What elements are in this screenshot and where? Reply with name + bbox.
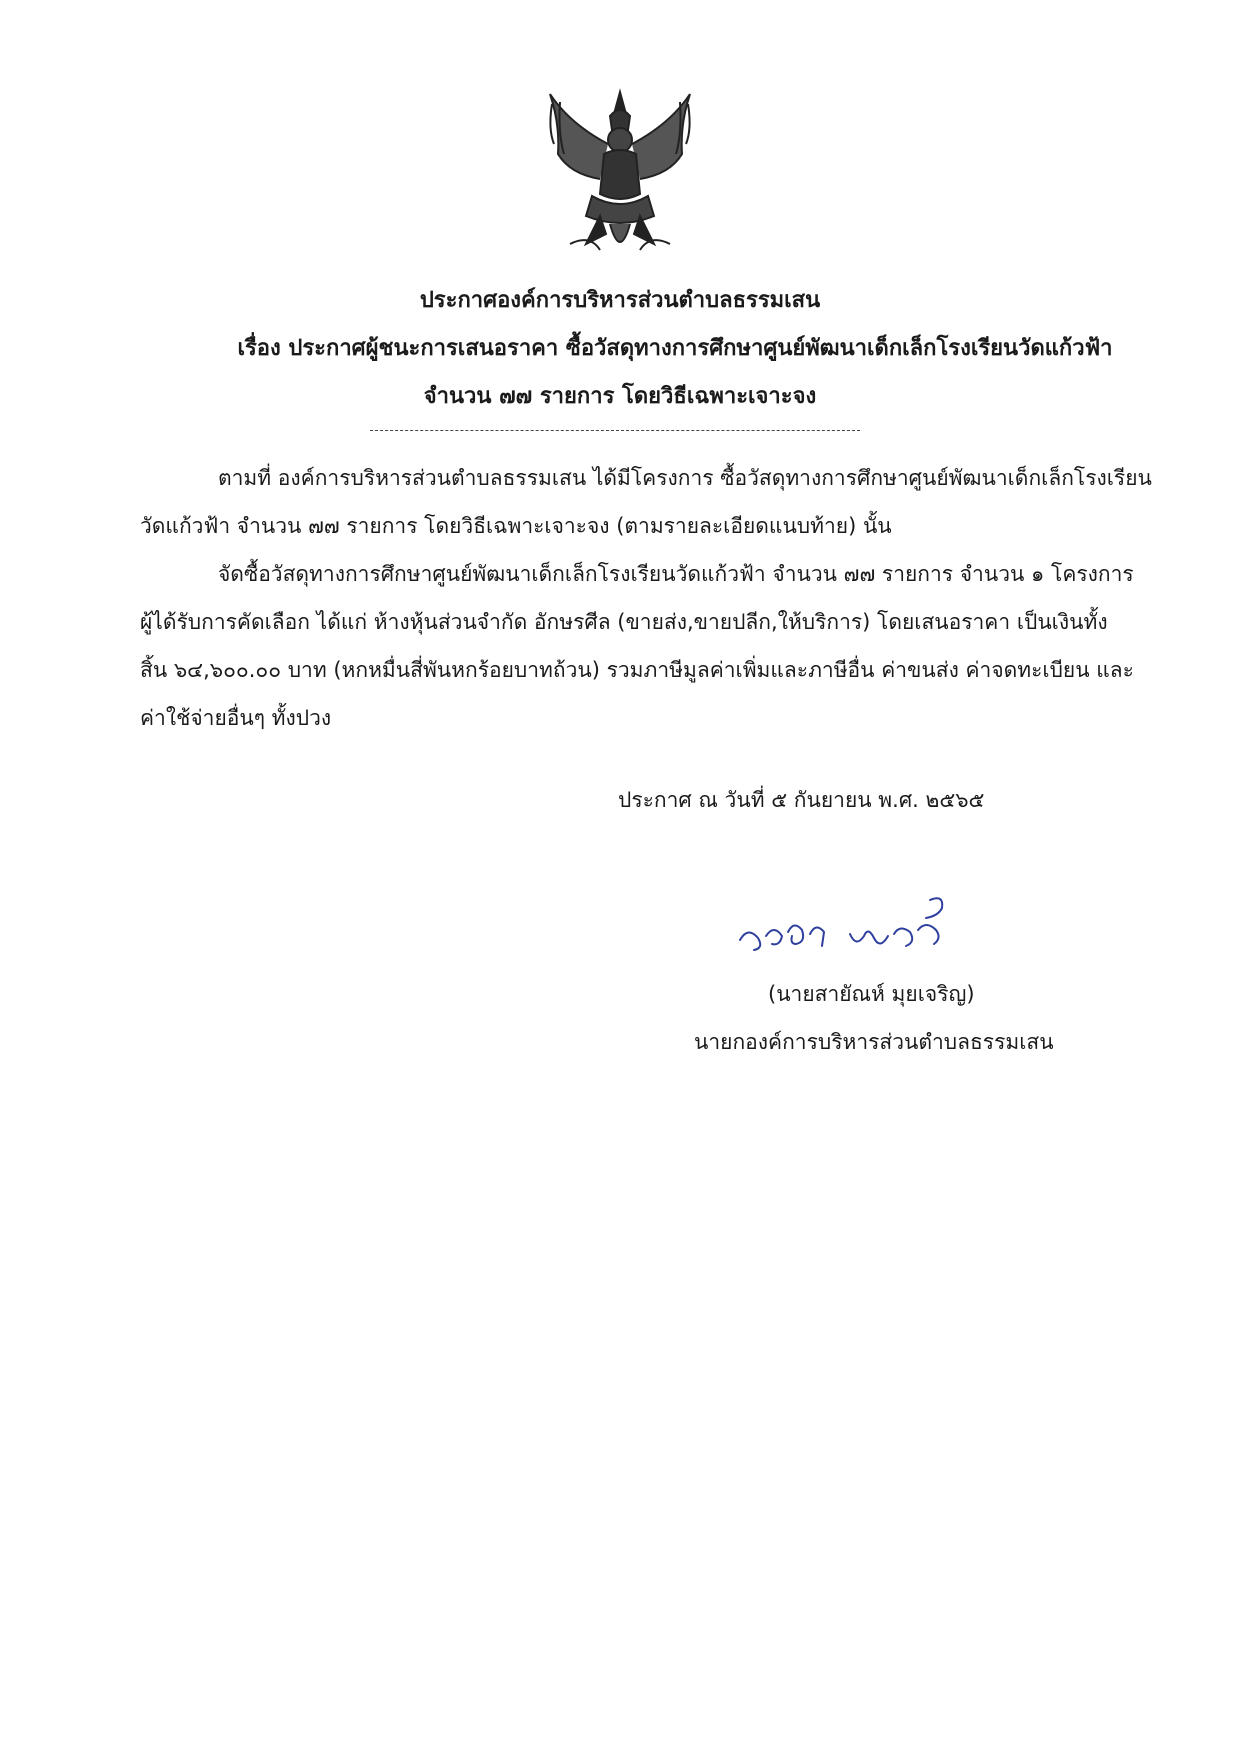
body-paragraph2-line3: สิ้น ๖๔,๖๐๐.๐๐ บาท (หกหมื่นสี่พันหกร้อยบาทถ้วน) รวมภาษีมูลค่าเพิ่มและภาษีอื่น ค่าขนส่ง ค่าจดทะเบียน และ bbox=[140, 658, 1134, 682]
signer-name: (นายสายัณห์ มุยเจริญ) bbox=[768, 982, 975, 1006]
body-paragraph2-line1: จัดซื้อวัสดุทางการศึกษาศูนย์พัฒนาเด็กเล็กโรงเรียนวัดแก้วฟ้า จำนวน ๗๗ รายการ จำนวน ๑ โครงการ bbox=[218, 562, 1134, 586]
announcement-subject: เรื่อง ประกาศผู้ชนะการเสนอราคา ซื้อวัสดุทางการศึกษาศูนย์พัฒนาเด็กเล็กโรงเรียนวัดแก้วฟ้า bbox=[237, 336, 1113, 361]
announcement-date: ประกาศ ณ วันที่ ๕ กันยายน พ.ศ. ๒๕๖๕ bbox=[618, 788, 985, 812]
signature-image bbox=[730, 890, 980, 970]
body-paragraph1-line1: ตามที่ องค์การบริหารส่วนตำบลธรรมเสน ได้มีโครงการ ซื้อวัสดุทางการศึกษาศูนย์พัฒนาเด็กเล็กโรงเรียน bbox=[218, 466, 1152, 490]
title-divider bbox=[370, 430, 860, 431]
body-paragraph2-line2: ผู้ได้รับการคัดเลือก ได้แก่ ห้างหุ้นส่วนจำกัด อักษรศีล (ขายส่ง,ขายปลีก,ให้บริการ) โดยเสนอราคา เป็นเงินทั้ง bbox=[140, 610, 1108, 634]
body-paragraph2-line4: ค่าใช้จ่ายอื่นๆ ทั้งปวง bbox=[140, 706, 332, 730]
body-paragraph1-line2: วัดแก้วฟ้า จำนวน ๗๗ รายการ โดยวิธีเฉพาะเจาะจง (ตามรายละเอียดแนบท้าย) นั้น bbox=[140, 514, 892, 538]
garuda-emblem-icon bbox=[530, 84, 710, 264]
signer-title: นายกองค์การบริหารส่วนตำบลธรรมเสน bbox=[694, 1030, 1054, 1054]
announcement-title: ประกาศองค์การบริหารส่วนตำบลธรรมเสน bbox=[419, 288, 821, 313]
announcement-subject-line2: จำนวน ๗๗ รายการ โดยวิธีเฉพาะเจาะจง bbox=[423, 384, 817, 409]
